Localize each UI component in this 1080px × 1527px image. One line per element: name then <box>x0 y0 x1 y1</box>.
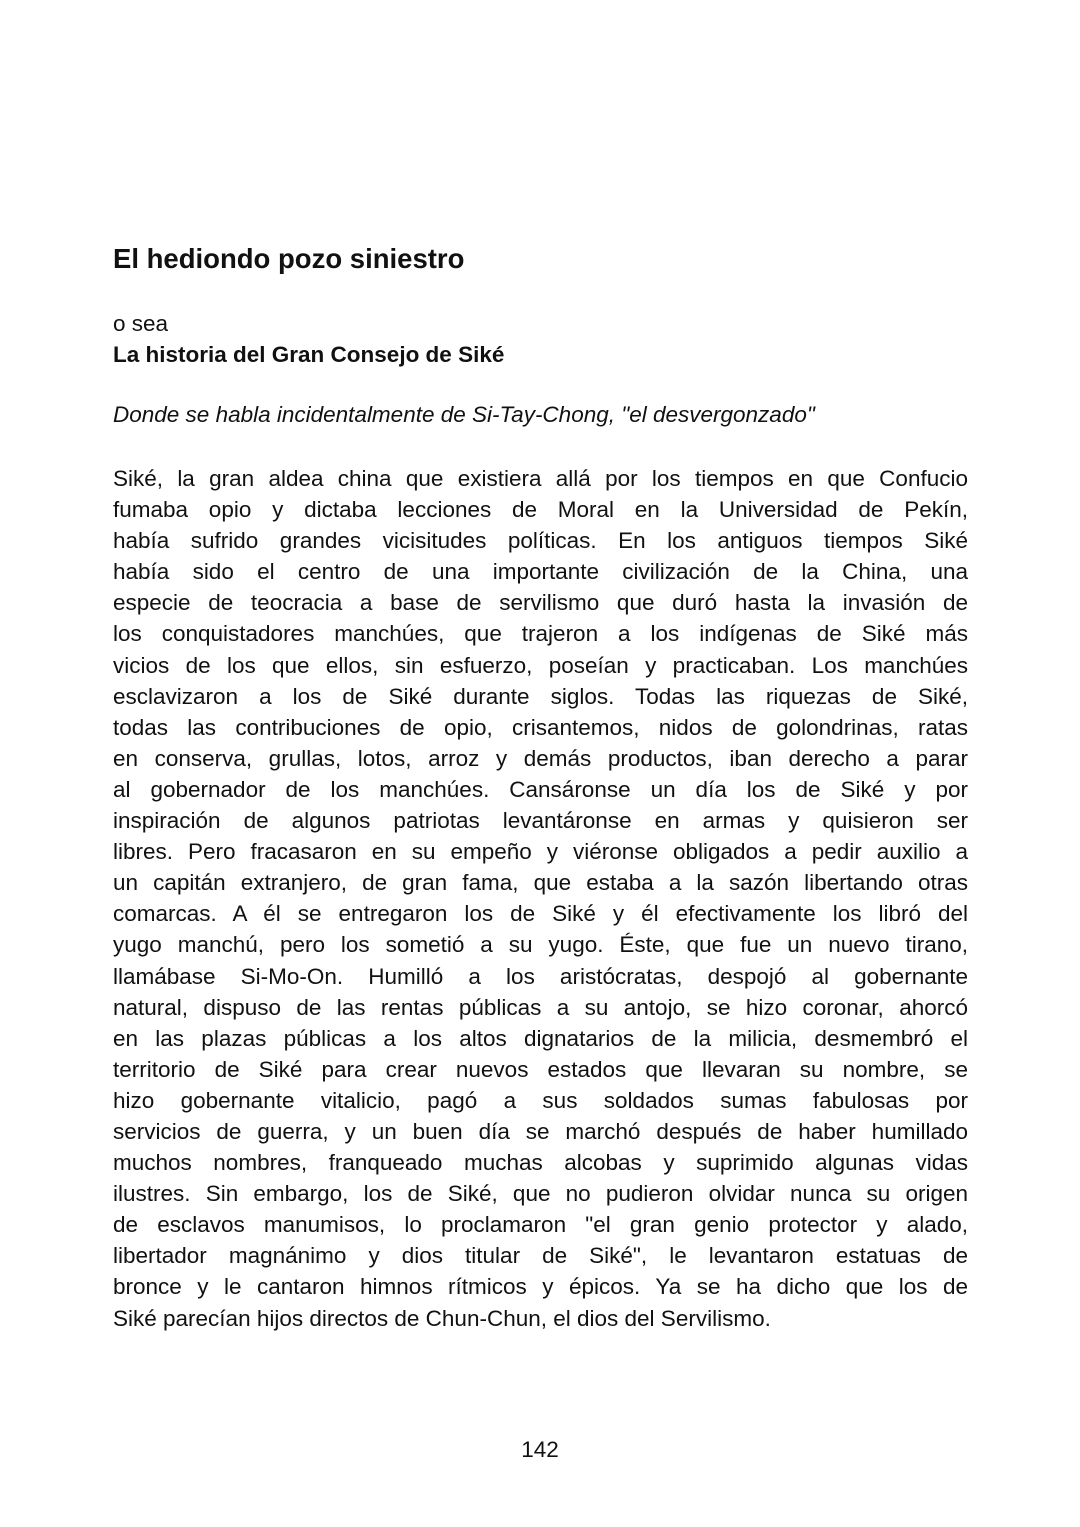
body-line: comarcas. A él se entregaron los de Siké y él efectivamente los libró del <box>113 901 968 927</box>
chapter-epigraph: Donde se habla incidentalmente de Si-Tay-Chong, "el desvergonzado" <box>113 402 815 427</box>
body-line: hizo gobernante vitalicio, pagó a sus soldados sumas fabulosas por <box>113 1087 968 1113</box>
body-line: en conserva, grullas, lotos, arroz y demás productos, iban derecho a parar <box>113 745 968 771</box>
body-line: de esclavos manumisos, lo proclamaron "el gran genio protector y alado, <box>113 1212 968 1238</box>
body-line: fumaba opio y dictaba lecciones de Moral en la Universidad de Pekín, <box>113 497 968 523</box>
chapter-title: El hediondo pozo siniestro <box>113 243 465 274</box>
body-line: había sido el centro de una importante civilización de la China, una <box>113 559 968 585</box>
body-line: inspiración de algunos patriotas levantáronse en armas y quisieron ser <box>113 808 968 834</box>
page-number: 142 <box>521 1437 559 1462</box>
body-line: territorio de Siké para crear nuevos estados que llevaran su nombre, se <box>113 1056 968 1082</box>
body-line: llamábase Si-Mo-On. Humilló a los aristócratas, despojó al gobernante <box>113 963 968 989</box>
body-line: muchos nombres, franqueado muchas alcobas y suprimido algunas vidas <box>113 1150 968 1176</box>
body-line: todas las contribuciones de opio, crisantemos, nidos de golondrinas, ratas <box>113 714 968 740</box>
body-line: Siké, la gran aldea china que existiera allá por los tiempos en que Confucio <box>113 466 968 491</box>
body-line: en las plazas públicas a los altos dignatarios de la milicia, desmembró el <box>113 1025 968 1051</box>
body-line: al gobernador de los manchúes. Cansáronse un día los de Siké y por <box>113 776 968 802</box>
body-line: un capitán extranjero, de gran fama, que estaba a la sazón libertando otras <box>113 870 968 896</box>
body-line: especie de teocracia a base de servilismo que duró hasta la invasión de <box>113 590 968 616</box>
body-line: libres. Pero fracasaron en su empeño y viéronse obligados a pedir auxilio a <box>113 839 968 865</box>
body-line: esclavizaron a los de Siké durante siglos. Todas las riquezas de Siké, <box>113 683 968 709</box>
chapter-subtitle: La historia del Gran Consejo de Siké <box>113 342 505 367</box>
body-line: natural, dispuso de las rentas públicas a su antojo, se hizo coronar, ahorcó <box>113 994 968 1020</box>
body-line: los conquistadores manchúes, que trajeron a los indígenas de Siké más <box>113 621 968 647</box>
body-paragraph <box>113 463 968 1334</box>
body-line: había sufrido grandes vicisitudes políticas. En los antiguos tiempos Siké <box>113 528 968 554</box>
body-line: bronce y le cantaron himnos rítmicos y épicos. Ya se ha dicho que los de <box>113 1274 968 1300</box>
title-connector: o sea <box>113 311 169 336</box>
body-line: Siké parecían hijos directos de Chun-Chun, el dios del Servilismo. <box>113 1305 771 1331</box>
body-line: vicios de los que ellos, sin esfuerzo, poseían y practicaban. Los manchúes <box>113 652 968 678</box>
body-line: libertador magnánimo y dios titular de Siké", le levantaron estatuas de <box>113 1243 968 1269</box>
body-line: yugo manchú, pero los sometió a su yugo. Éste, que fue un nuevo tirano, <box>113 932 968 958</box>
body-line: servicios de guerra, y un buen día se marchó después de haber humillado <box>113 1118 968 1144</box>
body-line: ilustres. Sin embargo, los de Siké, que no pudieron olvidar nunca su origen <box>113 1181 968 1207</box>
